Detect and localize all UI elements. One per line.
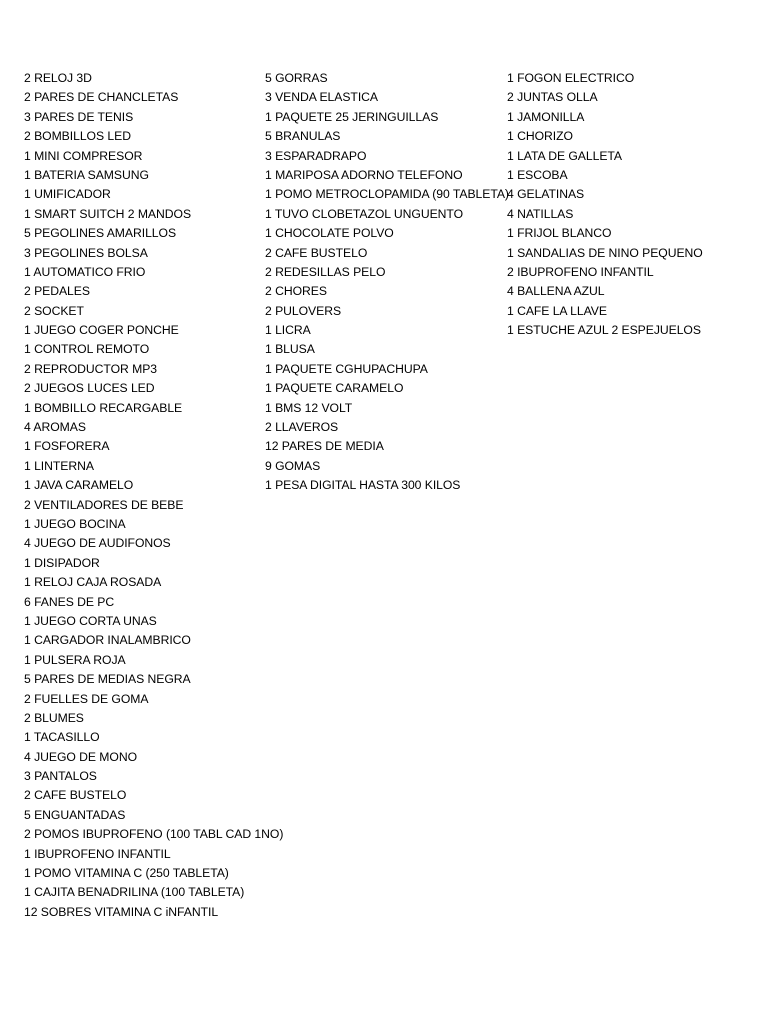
list-item: 2 PARES DE CHANCLETAS (24, 90, 179, 105)
list-item: 1 BMS 12 VOLT (265, 400, 353, 415)
list-item: 1 PAQUETE CARAMELO (265, 381, 404, 396)
list-item: 3 VENDA ELASTICA (265, 90, 378, 105)
list-item: 1 MARIPOSA ADORNO TELEFONO (265, 167, 463, 182)
list-item: 3 PEGOLINES BOLSA (24, 245, 148, 260)
list-item: 4 BALLENA AZUL (507, 284, 605, 299)
list-item: 2 VENTILADORES DE BEBE (24, 497, 184, 512)
list-item: 1 BATERIA SAMSUNG (24, 167, 149, 182)
list-item: 1 UMIFICADOR (24, 187, 111, 202)
list-item: 1 RELOJ CAJA ROSADA (24, 575, 162, 590)
list-item: 4 NATILLAS (507, 206, 574, 221)
list-item: 1 PAQUETE 25 JERINGUILLAS (265, 109, 439, 124)
item-list-column-2 (265, 69, 509, 496)
list-item: 1 BLUSA (265, 342, 315, 357)
list-item: 2 FUELLES DE GOMA (24, 691, 149, 706)
list-item: 1 MINI COMPRESOR (24, 148, 143, 163)
list-item: 5 BRANULAS (265, 129, 341, 144)
list-item: 1 CONTROL REMOTO (24, 342, 150, 357)
list-item: 2 BLUMES (24, 710, 84, 725)
list-item: 1 JUEGO CORTA UNAS (24, 613, 157, 628)
list-item: 1 ESCOBA (507, 167, 568, 182)
list-item: 1 JUEGO COGER PONCHE (24, 323, 179, 338)
list-item: 1 POMO METROCLOPAMIDA (90 TABLETA) (265, 187, 509, 202)
list-item: 5 PEGOLINES AMARILLOS (24, 226, 177, 241)
list-item: 2 JUEGOS LUCES LED (24, 381, 155, 396)
list-item: 1 IBUPROFENO INFANTIL (24, 846, 171, 861)
list-item: 4 AROMAS (24, 420, 86, 435)
list-item: 4 JUEGO DE AUDIFONOS (24, 536, 171, 551)
list-item: 2 CAFE BUSTELO (24, 788, 127, 803)
list-item: 2 BOMBILLOS LED (24, 129, 131, 144)
list-item: 1 CHOCOLATE POLVO (265, 226, 394, 241)
list-item: 1 CARGADOR INALAMBRICO (24, 633, 191, 648)
list-item: 2 JUNTAS OLLA (507, 90, 598, 105)
list-item: 1 ESTUCHE AZUL 2 ESPEJUELOS (507, 323, 701, 338)
list-item: 1 PAQUETE CGHUPACHUPA (265, 361, 428, 376)
list-item: 1 LINTERNA (24, 458, 94, 473)
list-item: 2 REPRODUCTOR MP3 (24, 361, 158, 376)
list-item: 1 SMART SUITCH 2 MANDOS (24, 206, 192, 221)
list-item: 2 CAFE BUSTELO (265, 245, 368, 260)
list-item: 2 RELOJ 3D (24, 71, 92, 85)
list-item: 1 LICRA (265, 323, 311, 338)
list-item: 4 GELATINAS (507, 187, 585, 202)
list-item: 2 REDESILLAS PELO (265, 264, 386, 279)
list-item: 1 LATA DE GALLETA (507, 148, 622, 163)
list-item: 9 GOMAS (265, 458, 321, 473)
list-item: 1 PULSERA ROJA (24, 652, 126, 667)
list-item: 1 TACASILLO (24, 730, 100, 745)
list-item: 1 JAMONILLA (507, 109, 585, 124)
list-item: 1 DISIPADOR (24, 555, 100, 570)
list-item: 1 BOMBILLO RECARGABLE (24, 400, 183, 415)
list-item: 2 POMOS IBUPROFENO (100 TABL CAD 1NO) (24, 827, 284, 842)
list-item: 1 FOGON ELECTRICO (507, 71, 635, 85)
list-item: 2 PULOVERS (265, 303, 342, 318)
list-item: 1 JAVA CARAMELO (24, 478, 134, 493)
item-list-column-1 (24, 69, 284, 922)
list-item: 1 TUVO CLOBETAZOL UNGUENTO (265, 206, 464, 221)
list-item: 1 FRIJOL BLANCO (507, 226, 612, 241)
list-item: 12 PARES DE MEDIA (265, 439, 384, 454)
list-item: 1 SANDALIAS DE NINO PEQUENO (507, 245, 703, 260)
item-list-column-3 (507, 69, 762, 340)
list-item: 1 CAFE LA LLAVE (507, 303, 607, 318)
list-item: 2 PEDALES (24, 284, 90, 299)
list-item: 5 PARES DE MEDIAS NEGRA (24, 672, 191, 687)
list-item: 3 PARES DE TENIS (24, 109, 134, 124)
list-item: 2 CHORES (265, 284, 327, 299)
list-item: 12 SOBRES VITAMINA C iNFANTIL (24, 904, 219, 919)
list-item: 1 AUTOMATICO FRIO (24, 264, 146, 279)
list-item: 2 SOCKET (24, 303, 84, 318)
list-item: 2 LLAVEROS (265, 420, 339, 435)
list-item: 4 JUEGO DE MONO (24, 749, 138, 764)
list-item: 5 GORRAS (265, 71, 328, 85)
list-item: 1 FOSFORERA (24, 439, 110, 454)
list-item: 1 JUEGO BOCINA (24, 516, 126, 531)
list-item: 1 POMO VITAMINA C (250 TABLETA) (24, 866, 229, 881)
list-item: 1 CAJITA BENADRILINA (100 TABLETA) (24, 885, 245, 900)
list-item: 6 FANES DE PC (24, 594, 115, 609)
list-item: 1 PESA DIGITAL HASTA 300 KILOS (265, 478, 461, 493)
list-item: 3 ESPARADRAPO (265, 148, 367, 163)
list-item: 3 PANTALOS (24, 769, 97, 784)
list-item: 2 IBUPROFENO INFANTIL (507, 264, 654, 279)
list-item: 5 ENGUANTADAS (24, 807, 126, 822)
list-item: 1 CHORIZO (507, 129, 573, 144)
